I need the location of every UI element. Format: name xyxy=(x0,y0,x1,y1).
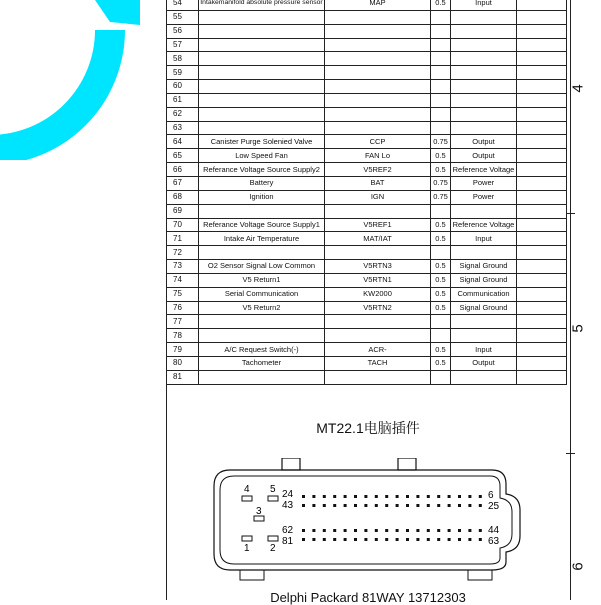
pin-number-cell: 55 xyxy=(167,10,199,24)
pin-extra-cell xyxy=(517,315,567,329)
pin-number-cell: 73 xyxy=(167,260,199,274)
pin-dot xyxy=(458,529,461,532)
pin-type-cell: Signal Ground xyxy=(451,273,517,287)
pin-dot xyxy=(323,538,326,541)
pin-dot xyxy=(385,504,388,507)
pin-type-cell: Power xyxy=(451,190,517,204)
pin-dot xyxy=(427,529,430,532)
pin-description-cell xyxy=(199,204,325,218)
pin-dot xyxy=(354,504,357,507)
pin-description-cell xyxy=(199,370,325,384)
table-row xyxy=(167,107,567,121)
pin-type-cell: Output xyxy=(451,149,517,163)
pin-number-cell: 67 xyxy=(167,176,199,190)
pin-wire-size-cell: 0.75 xyxy=(431,190,451,204)
pin-extra-cell xyxy=(517,204,567,218)
pin-label-44: 44 xyxy=(488,525,500,536)
pin-dot xyxy=(437,538,440,541)
pin-signal-cell: CCP xyxy=(325,135,431,149)
pin-wire-size-cell xyxy=(431,10,451,24)
pin-dot xyxy=(312,529,315,532)
pin-number-cell: 62 xyxy=(167,107,199,121)
pin-dot xyxy=(323,495,326,498)
table-row xyxy=(167,0,567,10)
pin-wire-size-cell: 0.5 xyxy=(431,260,451,274)
pin-dot xyxy=(458,495,461,498)
pin-wire-size-cell xyxy=(431,24,451,38)
pin-extra-cell xyxy=(517,260,567,274)
table-row xyxy=(167,287,567,301)
pin-type-cell: Input xyxy=(451,0,517,10)
pin-dot xyxy=(479,538,482,541)
pin-label-2: 2 xyxy=(270,543,276,554)
pin-number-cell: 58 xyxy=(167,52,199,66)
table-row xyxy=(167,232,567,246)
pin-type-cell xyxy=(451,38,517,52)
pin-type-cell xyxy=(451,121,517,135)
pin-dot xyxy=(448,538,451,541)
table-row xyxy=(167,38,567,52)
pin-number-cell: 64 xyxy=(167,135,199,149)
pin-dot xyxy=(344,529,347,532)
table-row xyxy=(167,190,567,204)
pin-signal-cell: TACH xyxy=(325,356,431,370)
pin-dot xyxy=(468,538,471,541)
pin-signal-cell xyxy=(325,107,431,121)
pin-signal-cell xyxy=(325,80,431,94)
pin-extra-cell xyxy=(517,121,567,135)
pin-dot xyxy=(479,529,482,532)
pin-dot xyxy=(468,495,471,498)
pin-type-cell xyxy=(451,315,517,329)
pin-signal-cell xyxy=(325,52,431,66)
pin-dot xyxy=(375,495,378,498)
pin-description-cell xyxy=(199,246,325,260)
pin-wire-size-cell xyxy=(431,93,451,107)
pin-dot xyxy=(479,495,482,498)
pin-wire-size-cell xyxy=(431,52,451,66)
pin-dot xyxy=(427,538,430,541)
pin-extra-cell xyxy=(517,149,567,163)
table-row xyxy=(167,149,567,163)
pin-wire-size-cell: 0.5 xyxy=(431,301,451,315)
pin-wire-size-cell xyxy=(431,80,451,94)
pin-dot xyxy=(333,495,336,498)
pin-number-cell: 66 xyxy=(167,163,199,177)
pin-signal-cell: ACR- xyxy=(325,343,431,357)
latch-tab-left xyxy=(282,458,300,470)
pin-number-cell: 75 xyxy=(167,287,199,301)
table-row xyxy=(167,24,567,38)
pin-description-cell: Low Speed Fan xyxy=(199,149,325,163)
pin-dot xyxy=(468,529,471,532)
pin-description-cell: Referance Voltage Source Supply1 xyxy=(199,218,325,232)
pin-dot xyxy=(364,495,367,498)
pin-description-cell: Canister Purge Solenied Valve xyxy=(199,135,325,149)
pin-type-cell xyxy=(451,370,517,384)
pin-type-cell xyxy=(451,93,517,107)
pin-number-cell: 54 xyxy=(167,0,199,10)
pin-description-cell: V5 Return2 xyxy=(199,301,325,315)
latch-tab-right xyxy=(398,458,416,470)
pin-signal-cell: V5RTN1 xyxy=(325,273,431,287)
connector-title: MT22.1电脑插件 xyxy=(316,420,420,436)
pin-type-cell: Communication xyxy=(451,287,517,301)
pin-type-cell: Input xyxy=(451,343,517,357)
pin-signal-cell xyxy=(325,329,431,343)
pin-wire-size-cell xyxy=(431,370,451,384)
table-row xyxy=(167,163,567,177)
pin-type-cell xyxy=(451,10,517,24)
pin-signal-cell xyxy=(325,204,431,218)
pin-wire-size-cell xyxy=(431,121,451,135)
pin-description-cell xyxy=(199,66,325,80)
pin-table-body xyxy=(167,0,567,384)
pin-description-cell xyxy=(199,107,325,121)
pin-signal-cell xyxy=(325,24,431,38)
pin-number-cell: 77 xyxy=(167,315,199,329)
pin-label-62: 62 xyxy=(282,525,294,536)
pin-dot xyxy=(344,504,347,507)
pin-type-cell xyxy=(451,107,517,121)
pin-wire-size-cell: 0.5 xyxy=(431,273,451,287)
pin-number-cell: 60 xyxy=(167,80,199,94)
pin-dot xyxy=(385,529,388,532)
pin-number-cell: 71 xyxy=(167,232,199,246)
pin-dot xyxy=(302,495,305,498)
pin-dot xyxy=(344,538,347,541)
pin-type-cell xyxy=(451,80,517,94)
pin-extra-cell xyxy=(517,301,567,315)
pin-wire-size-cell xyxy=(431,204,451,218)
connector-outer-shell xyxy=(214,470,520,570)
pin-dot xyxy=(437,495,440,498)
pin-dot xyxy=(312,495,315,498)
pin-dot xyxy=(364,504,367,507)
pin-description-cell: V5 Return1 xyxy=(199,273,325,287)
pin-signal-cell: MAT/IAT xyxy=(325,232,431,246)
pin-extra-cell xyxy=(517,24,567,38)
pin-description-cell xyxy=(199,315,325,329)
table-row xyxy=(167,273,567,287)
table-row xyxy=(167,135,567,149)
pin-number-cell: 79 xyxy=(167,343,199,357)
pin-signal-cell xyxy=(325,10,431,24)
pin-wire-size-cell xyxy=(431,329,451,343)
pin-wire-size-cell: 0.5 xyxy=(431,218,451,232)
pin-label-1: 1 xyxy=(244,543,250,554)
pin-dot xyxy=(458,538,461,541)
pin-dot xyxy=(354,495,357,498)
pin-wire-size-cell: 0.75 xyxy=(431,135,451,149)
pin-wire-size-cell: 0.5 xyxy=(431,356,451,370)
pin-dot xyxy=(396,504,399,507)
pin-dot xyxy=(385,495,388,498)
pin-number-cell: 68 xyxy=(167,190,199,204)
pin-label-6: 6 xyxy=(488,490,494,501)
pin-wire-size-cell xyxy=(431,107,451,121)
pin-signal-cell: V5REF2 xyxy=(325,163,431,177)
pin-signal-cell xyxy=(325,93,431,107)
pin-description-cell: Serial Communication xyxy=(199,287,325,301)
pin-dot xyxy=(468,504,471,507)
pin-extra-cell xyxy=(517,190,567,204)
pin-dot xyxy=(416,529,419,532)
pin-signal-cell: FAN Lo xyxy=(325,149,431,163)
pin-dot xyxy=(333,538,336,541)
pin-signal-cell: V5REF1 xyxy=(325,218,431,232)
pin-dot xyxy=(406,529,409,532)
zone-tick xyxy=(566,453,575,454)
pin-extra-cell xyxy=(517,66,567,80)
pin-dot xyxy=(333,504,336,507)
table-row xyxy=(167,93,567,107)
pin-dot xyxy=(333,529,336,532)
pin-type-cell: Reference Voltage xyxy=(451,163,517,177)
pin-extra-cell xyxy=(517,273,567,287)
pin-extra-cell xyxy=(517,0,567,10)
pin-dot xyxy=(302,529,305,532)
pin-number-cell: 78 xyxy=(167,329,199,343)
pin-extra-cell xyxy=(517,52,567,66)
pin-wire-size-cell xyxy=(431,66,451,80)
pin-type-cell xyxy=(451,246,517,260)
pin-dot xyxy=(437,504,440,507)
cyan-watermark-arc xyxy=(0,0,140,160)
pin-description-cell: Referance Voltage Source Supply2 xyxy=(199,163,325,177)
pin-wire-size-cell xyxy=(431,38,451,52)
pin-number-cell: 80 xyxy=(167,356,199,370)
pin-type-cell xyxy=(451,204,517,218)
pin-description-cell xyxy=(199,52,325,66)
pin-wire-size-cell xyxy=(431,315,451,329)
pin-label-3: 3 xyxy=(256,506,262,517)
zone-label-5: 5 xyxy=(569,324,587,333)
pin-type-cell: Power xyxy=(451,176,517,190)
pin-dot xyxy=(364,538,367,541)
pin-extra-cell xyxy=(517,135,567,149)
pin-extra-cell xyxy=(517,246,567,260)
pin-extra-cell xyxy=(517,163,567,177)
pin-number-cell: 69 xyxy=(167,204,199,218)
table-row xyxy=(167,329,567,343)
pin-dot xyxy=(302,538,305,541)
pin-description-cell xyxy=(199,329,325,343)
pin-wire-size-cell: 0.5 xyxy=(431,287,451,301)
pin-description-cell: Intake Air Temperature xyxy=(199,232,325,246)
pin-extra-cell xyxy=(517,356,567,370)
pin-dot xyxy=(448,504,451,507)
pin-dot xyxy=(375,504,378,507)
pin-wire-size-cell: 0.5 xyxy=(431,163,451,177)
table-row xyxy=(167,218,567,232)
pin-dot xyxy=(458,504,461,507)
pin-type-cell xyxy=(451,52,517,66)
table-row xyxy=(167,66,567,80)
pin-label-43: 43 xyxy=(282,500,294,511)
pin-number-cell: 57 xyxy=(167,38,199,52)
pin-dot xyxy=(396,538,399,541)
pin-number-cell: 76 xyxy=(167,301,199,315)
pin-description-cell: Battery xyxy=(199,176,325,190)
pin-dot xyxy=(375,529,378,532)
table-row xyxy=(167,204,567,218)
pin-extra-cell xyxy=(517,10,567,24)
pin-number-cell: 74 xyxy=(167,273,199,287)
table-row xyxy=(167,370,567,384)
pin-type-cell xyxy=(451,24,517,38)
pin-signal-cell: V5RTN2 xyxy=(325,301,431,315)
table-row xyxy=(167,343,567,357)
pin-extra-cell xyxy=(517,93,567,107)
table-row xyxy=(167,10,567,24)
zone-label-6: 6 xyxy=(569,562,587,571)
pin-label-4: 4 xyxy=(244,484,250,495)
pin-dot xyxy=(344,495,347,498)
pin-dot xyxy=(354,529,357,532)
pin-signal-cell: V5RTN3 xyxy=(325,260,431,274)
pin-number-cell: 56 xyxy=(167,24,199,38)
connector-part-note: Delphi Packard 81WAY 13712303 xyxy=(270,590,466,605)
pin-signal-cell: KW2000 xyxy=(325,287,431,301)
pin-extra-cell xyxy=(517,176,567,190)
pin-dot xyxy=(385,538,388,541)
pin-signal-cell xyxy=(325,38,431,52)
pin-extra-cell xyxy=(517,329,567,343)
pin-wire-size-cell: 0.5 xyxy=(431,0,451,10)
pin-dot xyxy=(479,504,482,507)
pin-number-cell: 61 xyxy=(167,93,199,107)
pin-type-cell: Output xyxy=(451,356,517,370)
pin-description-cell: A/C Request Switch(-) xyxy=(199,343,325,357)
pin-grid xyxy=(302,495,482,541)
pin-wire-size-cell: 0.5 xyxy=(431,343,451,357)
pin-dot xyxy=(448,495,451,498)
pin-number-cell: 70 xyxy=(167,218,199,232)
pin-dot xyxy=(448,529,451,532)
table-row xyxy=(167,80,567,94)
pin-dot xyxy=(406,504,409,507)
pin-dot xyxy=(427,495,430,498)
pin-type-cell: Input xyxy=(451,232,517,246)
pin-dot xyxy=(416,504,419,507)
pin-number-cell: 59 xyxy=(167,66,199,80)
pin-extra-cell xyxy=(517,343,567,357)
pin-signal-cell: MAP xyxy=(325,0,431,10)
table-row xyxy=(167,246,567,260)
pin-type-cell: Reference Voltage xyxy=(451,218,517,232)
pin-signal-cell xyxy=(325,246,431,260)
pin-label-25: 25 xyxy=(488,501,500,512)
pin-signal-cell xyxy=(325,315,431,329)
pin-table xyxy=(166,0,567,385)
pin-dot xyxy=(302,504,305,507)
pin-dot xyxy=(375,538,378,541)
pin-extra-cell xyxy=(517,80,567,94)
pin-number-cell: 72 xyxy=(167,246,199,260)
pin-description-cell: Tachometer xyxy=(199,356,325,370)
pin-extra-cell xyxy=(517,370,567,384)
pin-signal-cell xyxy=(325,121,431,135)
pin-extra-cell xyxy=(517,38,567,52)
pin-dot xyxy=(406,495,409,498)
pin-label-81: 81 xyxy=(282,536,294,547)
pin-signal-cell: BAT xyxy=(325,176,431,190)
pin-description-cell xyxy=(199,24,325,38)
pin-label-63: 63 xyxy=(488,536,500,547)
pin-number-cell: 65 xyxy=(167,149,199,163)
table-row xyxy=(167,301,567,315)
pin-wire-size-cell xyxy=(431,246,451,260)
pin-description-cell: Intakemanifold absolute pressure sensor xyxy=(199,0,325,10)
pin-description-cell xyxy=(199,121,325,135)
pin-wire-size-cell: 0.75 xyxy=(431,176,451,190)
table-row xyxy=(167,52,567,66)
pin-label-5: 5 xyxy=(270,484,276,495)
pin-signal-cell: IGN xyxy=(325,190,431,204)
table-row xyxy=(167,121,567,135)
pin-type-cell: Signal Ground xyxy=(451,260,517,274)
pin-extra-cell xyxy=(517,287,567,301)
table-row xyxy=(167,176,567,190)
pin-wire-size-cell: 0.5 xyxy=(431,232,451,246)
pin-wire-size-cell: 0.5 xyxy=(431,149,451,163)
pin-extra-cell xyxy=(517,232,567,246)
pin-signal-cell xyxy=(325,370,431,384)
pin-dot xyxy=(396,529,399,532)
pin-description-cell: O2 Sensor Signal Low Common xyxy=(199,260,325,274)
pin-dot xyxy=(416,495,419,498)
pin-signal-cell xyxy=(325,66,431,80)
pin-number-cell: 81 xyxy=(167,370,199,384)
pin-type-cell: Output xyxy=(451,135,517,149)
pin-dot xyxy=(437,529,440,532)
pin-dot xyxy=(416,538,419,541)
pin-dot xyxy=(323,529,326,532)
pin-dot xyxy=(364,529,367,532)
pin-extra-cell xyxy=(517,218,567,232)
pin-description-cell xyxy=(199,10,325,24)
pin-type-cell xyxy=(451,66,517,80)
pin-dot xyxy=(354,538,357,541)
table-row xyxy=(167,356,567,370)
zone-label-4: 4 xyxy=(569,84,587,93)
pin-type-cell xyxy=(451,329,517,343)
pin-description-cell xyxy=(199,80,325,94)
pin-dot xyxy=(312,538,315,541)
pin-dot xyxy=(427,504,430,507)
pin-label-24: 24 xyxy=(282,489,294,500)
pin-dot xyxy=(406,538,409,541)
pin-dot xyxy=(312,504,315,507)
pin-description-cell xyxy=(199,38,325,52)
zone-tick xyxy=(566,213,575,214)
connector-drawing xyxy=(210,458,522,583)
pin-extra-cell xyxy=(517,107,567,121)
pin-description-cell xyxy=(199,93,325,107)
pin-type-cell: Signal Ground xyxy=(451,301,517,315)
pin-dot xyxy=(323,504,326,507)
table-row xyxy=(167,260,567,274)
pin-number-cell: 63 xyxy=(167,121,199,135)
pin-dot xyxy=(396,495,399,498)
pin-description-cell: Ignition xyxy=(199,190,325,204)
table-row xyxy=(167,315,567,329)
